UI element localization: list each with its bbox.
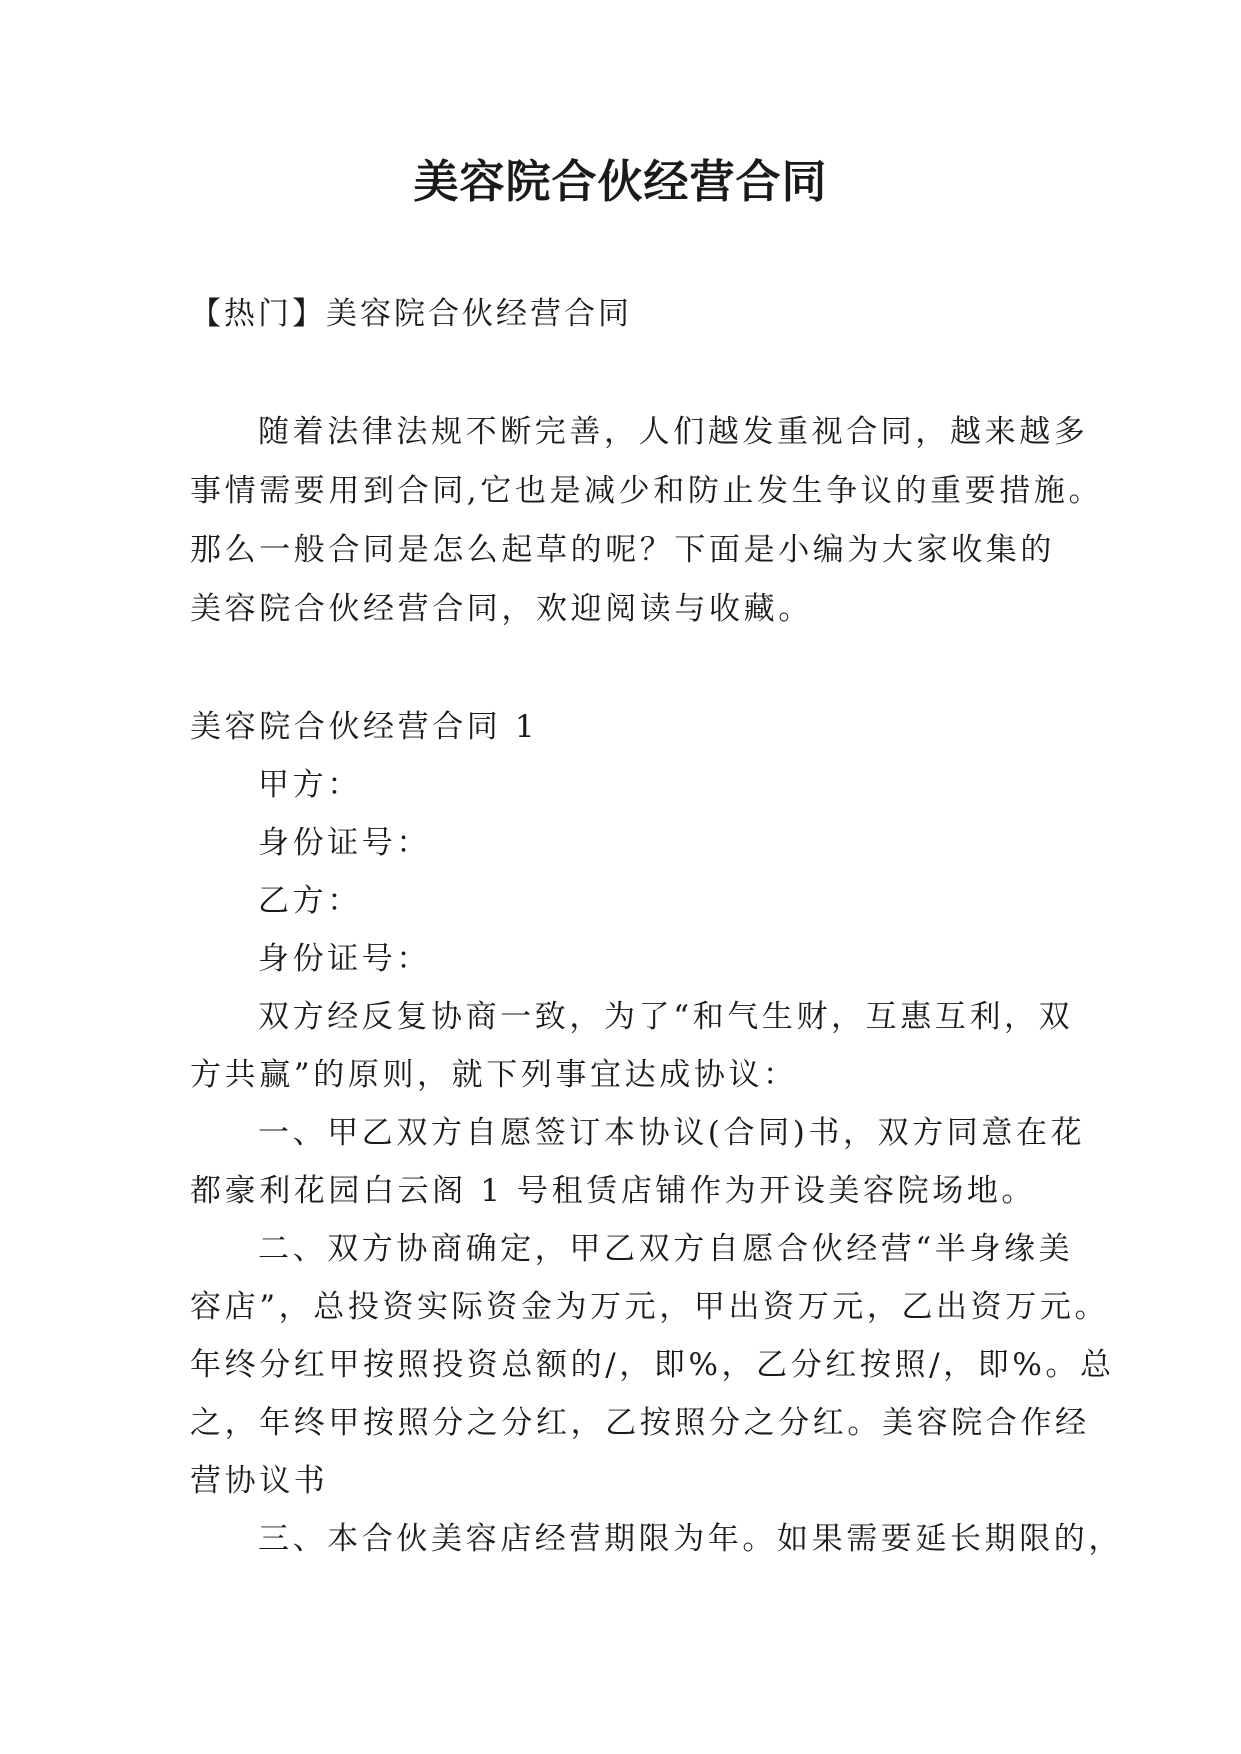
intro-line: 随着法律法规不断完善，人们越发重视合同，越来越多: [258, 414, 1089, 450]
clause-2-line: 容店”，总投资实际资金为万元，甲出资万元，乙出资万元。: [190, 1289, 1110, 1325]
party-b-id-label: 身份证号：: [258, 941, 431, 977]
party-a-id-label: 身份证号：: [258, 825, 431, 861]
document-title: 美容院合伙经营合同: [413, 155, 828, 208]
body-line: 方共赢”的原则，就下列事宜达成协议：: [190, 1057, 798, 1093]
intro-paragraph: [190, 403, 1104, 639]
contract-heading: 美容院合伙经营合同 1: [190, 709, 539, 745]
clause-1-line: 都豪利花园白云阁 1 号租赁店铺作为开设美容院场地。: [190, 1173, 1037, 1209]
intro-line: 美容院合伙经营合同，欢迎阅读与收藏。: [190, 591, 813, 627]
intro-line: 那么一般合同是怎么起草的呢？下面是小编为大家收集的: [190, 532, 1055, 568]
document-subtitle: 【热门】美容院合伙经营合同: [190, 296, 632, 332]
clause-2-line: 营协议书: [190, 1463, 329, 1499]
contract-body: [190, 698, 1123, 1568]
party-a-label: 甲方：: [258, 767, 362, 803]
clause-2-line: 二、双方协商确定，甲乙双方自愿合伙经营“半身缘美: [258, 1231, 1074, 1267]
party-b-label: 乙方：: [258, 883, 362, 919]
intro-line: 事情需要用到合同,它也是减少和防止发生争议的重要措施。: [190, 473, 1104, 509]
clause-3-line: 三、本合伙美容店经营期限为年。如果需要延长期限的，: [258, 1521, 1123, 1557]
clause-1-line: 一、甲乙双方自愿签订本协议(合同)书，双方同意在花: [258, 1115, 1086, 1151]
body-line: 双方经反复协商一致，为了“和气生财，互惠互利，双: [258, 999, 1074, 1035]
clause-2-line: 之，年终甲按照分之分红，乙按照分之分红。美容院合作经: [190, 1405, 1090, 1441]
clause-2-line: 年终分红甲按照投资总额的/，即%，乙分红按照/，即%。总: [190, 1347, 1115, 1383]
